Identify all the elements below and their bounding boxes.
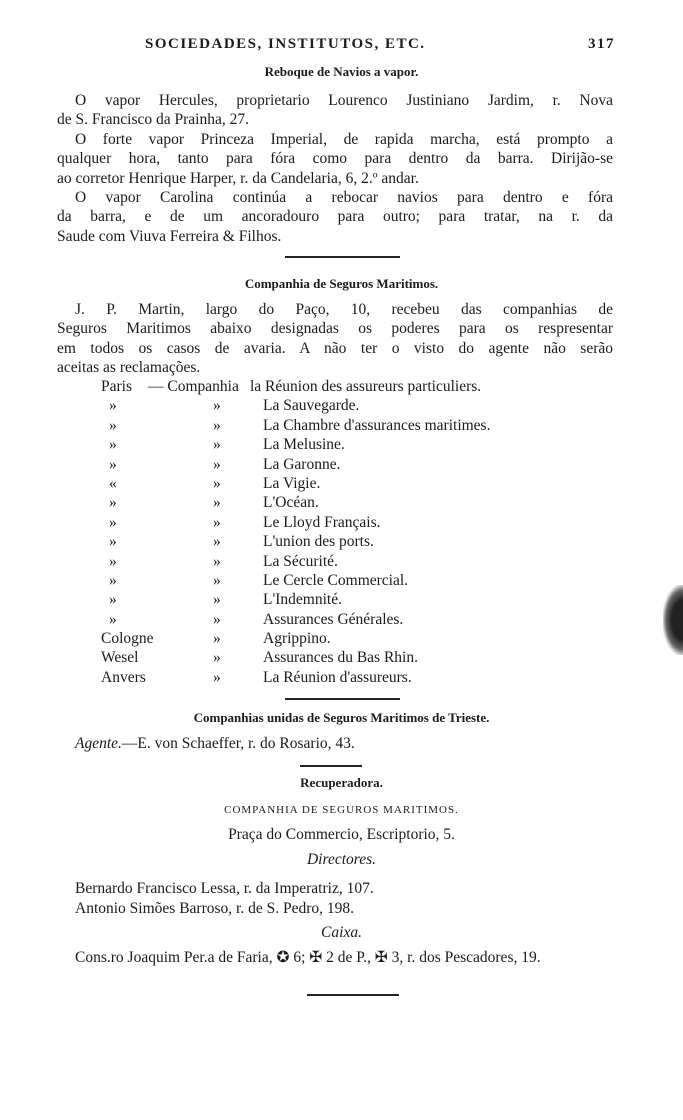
recuperadora-address: Praça do Commercio, Escriptorio, 5. (228, 826, 455, 843)
company-city: » (109, 571, 117, 589)
divider (285, 698, 400, 700)
trieste-agent (75, 735, 355, 753)
text-line: de S. Francisco da Prainha, 27. (57, 111, 249, 129)
text-line: da barra, e de um ancoradouro para outro; para tratar, na r. da (57, 208, 613, 226)
company-name: La Garonne. (263, 455, 341, 473)
company-city: » (109, 610, 117, 628)
directors-list (75, 879, 374, 919)
company-city: Anvers (101, 668, 146, 686)
company-type: » (213, 571, 221, 589)
section-title-recuperadora: Recuperadora. (300, 775, 383, 790)
company-type: » (213, 397, 221, 415)
company-city: » (109, 591, 117, 609)
agent-label: Agente. (75, 735, 122, 752)
company-city: » (109, 416, 117, 434)
company-type: » (213, 649, 221, 667)
page-number: 317 (588, 36, 615, 52)
company-type: » (213, 668, 221, 686)
divider (285, 256, 400, 258)
company-type: » (213, 474, 221, 492)
company-name: Assurances Générales. (263, 610, 404, 628)
company-city: » (109, 552, 117, 570)
company-name: Agrippino. (263, 630, 331, 648)
seguros-text (57, 300, 613, 378)
company-type: » (213, 513, 221, 531)
company-type: » (213, 630, 221, 648)
company-name: L'union des ports. (263, 533, 374, 551)
company-type: » (213, 416, 221, 434)
company-city: » (109, 455, 117, 473)
company-city: » (109, 494, 117, 512)
company-type: » (213, 455, 221, 473)
directors-label: Directores. (306, 851, 377, 868)
company-type: » (213, 436, 221, 454)
text-line: O vapor Hercules, proprietario Lourenco Justiniano Jardim, r. Nova (75, 92, 613, 109)
company-name: La Sécurité. (263, 552, 338, 570)
text-line: ao corretor Henrique Harper, r. da Candelaria, 6, 2.º andar. (57, 169, 419, 187)
company-name: La Chambre d'assurances maritimes. (263, 416, 491, 434)
divider (300, 765, 362, 767)
text-line: qualquer hora, tanto para fóra como para dentro da barra. Dirijão-se (57, 150, 613, 168)
company-name: L'Océan. (263, 494, 319, 512)
company-city: » (109, 436, 117, 454)
company-type: — Companhia (148, 378, 239, 395)
text-line: em todos os casos de avaria. A não ter o visto do agente não serão (57, 339, 613, 357)
company-name: la Réunion des assureurs particuliers. (250, 378, 482, 395)
company-city: Cologne (101, 630, 154, 648)
company-city: » (109, 513, 117, 531)
company-name: Le Lloyd Français. (263, 513, 381, 531)
agent-text: —E. von Schaeffer, r. do Rosario, 43. (121, 735, 355, 752)
director: Bernardo Francisco Lessa, r. da Imperatriz, 107. (75, 880, 374, 897)
company-name: La Vigie. (263, 474, 321, 492)
company-name: La Réunion d'assureurs. (263, 668, 412, 686)
section-title-trieste: Companhias unidas de Seguros Maritimos de Trieste. (193, 710, 490, 725)
company-city: Wesel (101, 649, 139, 667)
section-title-seguros: Companhia de Seguros Maritimos. (244, 276, 439, 291)
text-line: O vapor Carolina continúa a rebocar navios para dentro e fóra (75, 189, 613, 207)
binding-shadow (663, 585, 683, 655)
recuperadora-subtitle: COMPANHIA DE SEGUROS MARITIMOS. (224, 804, 459, 816)
company-name: Le Cercle Commercial. (263, 571, 409, 589)
running-title: SOCIEDADES, INSTITUTOS, ETC. (145, 36, 426, 52)
company-type: » (213, 494, 221, 512)
company-type: » (213, 552, 221, 570)
director: Antonio Simões Barroso, r. de S. Pedro, 198. (75, 900, 354, 917)
section-title-reboque: Reboque de Navios a vapor. (264, 64, 419, 79)
text-line: J. P. Martin, largo do Paço, 10, recebeu das companhias de (75, 301, 613, 318)
company-type: » (213, 591, 221, 609)
company-city: » (109, 397, 117, 415)
text-line: O forte vapor Princeza Imperial, de rapida marcha, está prompto a (75, 130, 613, 148)
caixa-text: Cons.ro Joaquim Per.a de Faria, ✪ 6; ✠ 2 de P., ✠ 3, r. dos Pescadores, 19. (75, 949, 541, 966)
running-header (145, 36, 615, 53)
company-city: » (109, 533, 117, 551)
company-name: La Sauvegarde. (263, 397, 360, 415)
company-name: Assurances du Bas Rhin. (263, 649, 418, 667)
company-type: » (213, 610, 221, 628)
company-name: L'Indemnité. (263, 591, 342, 609)
divider (307, 994, 399, 996)
company-city: Paris (101, 378, 132, 395)
caixa-label: Caixa. (321, 924, 362, 941)
text-line: aceitas as reclamações. (57, 359, 201, 377)
company-name: La Melusine. (263, 436, 345, 454)
reboque-text (57, 91, 613, 246)
company-city: « (109, 474, 117, 492)
company-type: » (213, 533, 221, 551)
text-line: Seguros Maritimos abaixo designadas os poderes para os respresentar (57, 320, 613, 338)
text-line: Saude com Viuva Ferreira & Filhos. (57, 227, 282, 245)
